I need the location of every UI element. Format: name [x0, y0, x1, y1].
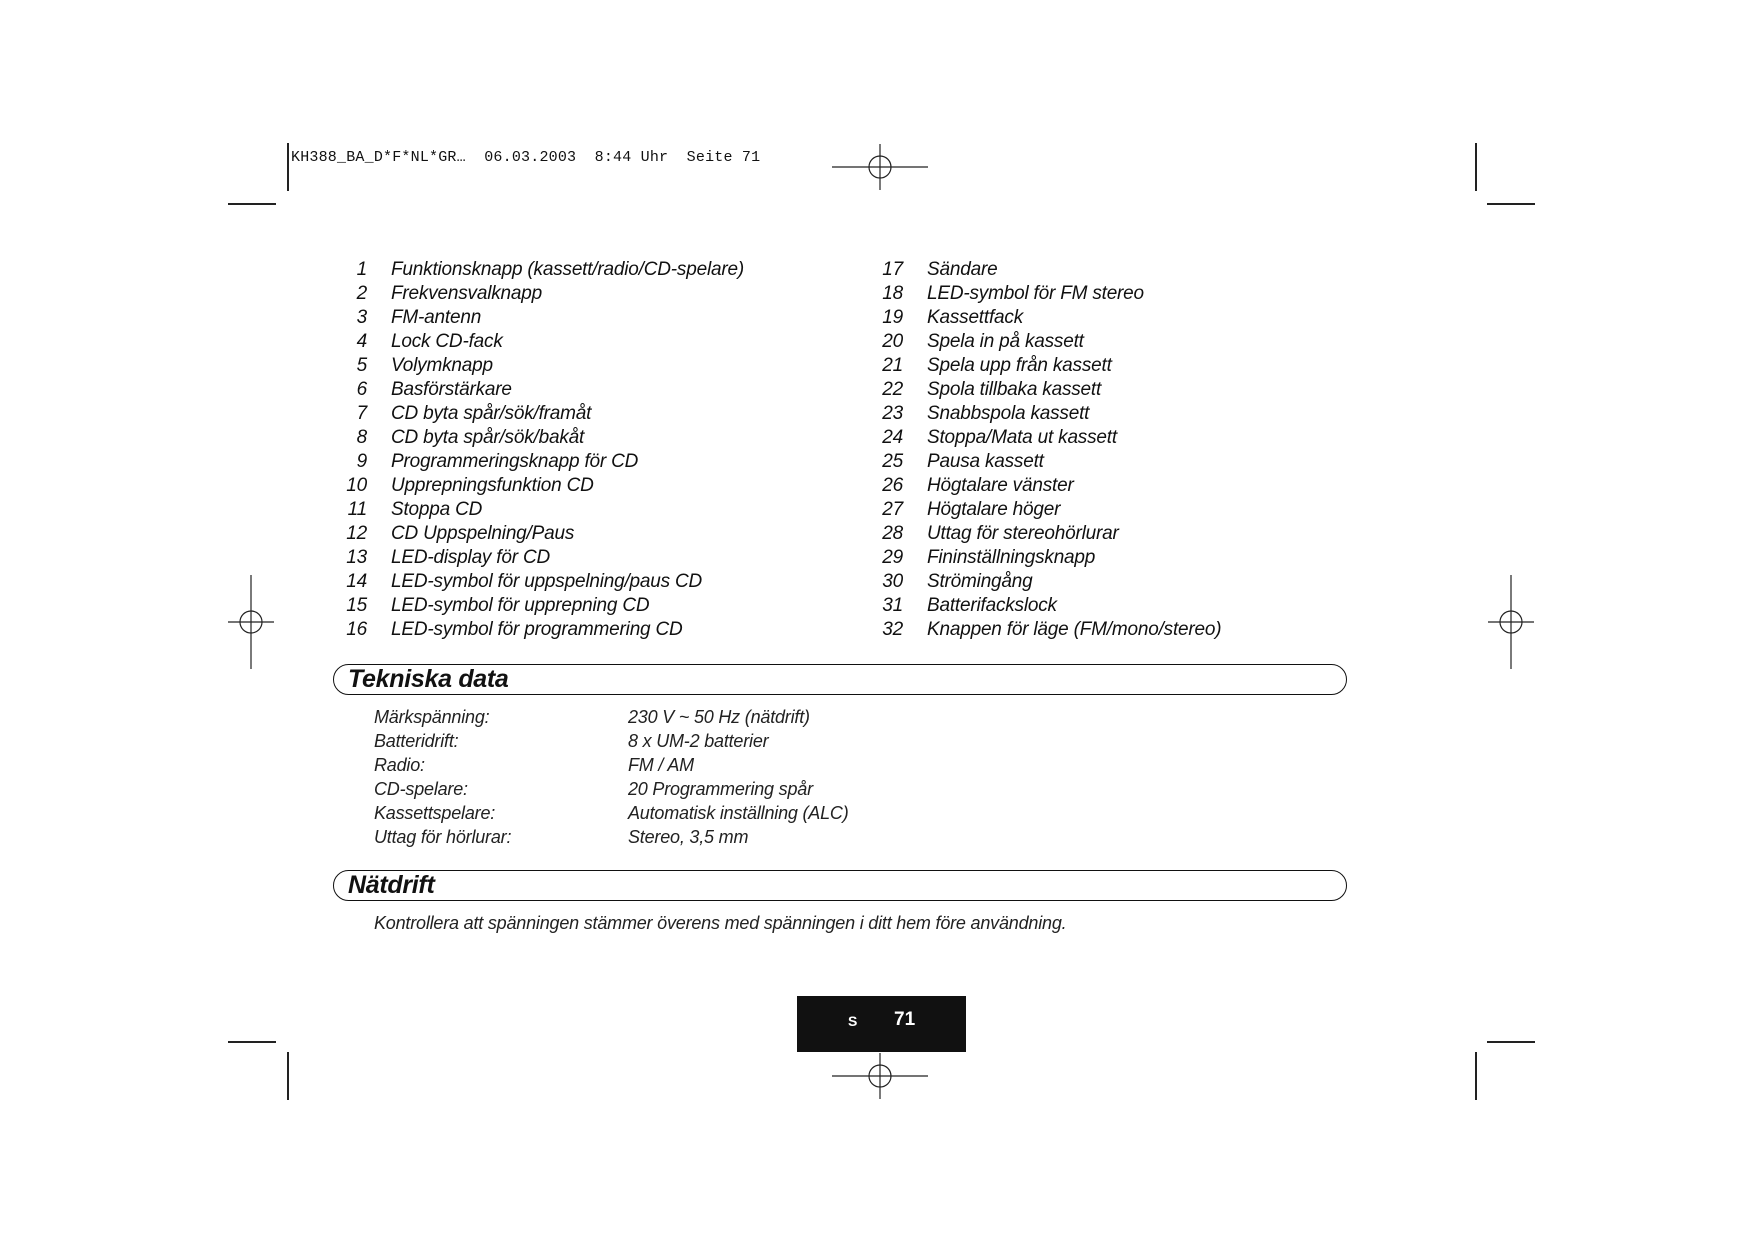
part-label: CD byta spår/sök/framåt: [391, 403, 592, 424]
part-number: 32: [882, 619, 903, 640]
list-item: [330, 594, 850, 618]
list-item: [866, 570, 1386, 594]
list-item: [330, 354, 850, 378]
registration-mark-icon: [830, 1051, 930, 1101]
part-number: 14: [346, 571, 367, 592]
crop-mark: [287, 1052, 289, 1100]
spec-row: [374, 825, 849, 849]
spec-value: Stereo, 3,5 mm: [628, 827, 749, 847]
list-item: [330, 258, 850, 282]
part-label: Stoppa CD: [391, 499, 483, 520]
spec-label: Batteridrift:: [374, 731, 459, 751]
part-number: 5: [356, 355, 367, 376]
parts-list-right: [866, 258, 1386, 642]
part-number: 11: [347, 499, 367, 520]
spec-label: Radio:: [374, 755, 425, 775]
part-label: Spela upp från kassett: [927, 355, 1112, 376]
list-item: [330, 498, 850, 522]
list-item: [330, 546, 850, 570]
crop-mark: [1475, 1052, 1477, 1100]
part-number: 17: [882, 259, 903, 280]
spec-value: FM / AM: [628, 755, 694, 775]
spec-row: [374, 801, 849, 825]
list-item: [866, 474, 1386, 498]
part-number: 31: [882, 595, 903, 616]
part-number: 23: [882, 403, 903, 424]
print-slug: KH388_BA_D*F*NL*GR… 06.03.2003 8:44 Uhr Seite 71: [291, 149, 761, 166]
part-label: Upprepningsfunktion CD: [391, 475, 594, 496]
spec-label: Uttag för hörlurar:: [374, 827, 512, 847]
list-item: [866, 354, 1386, 378]
spec-value: 20 Programmering spår: [628, 779, 813, 799]
spec-label: Kassettspelare:: [374, 803, 496, 823]
list-item: [866, 402, 1386, 426]
mains-header: [333, 870, 1347, 901]
part-label: Frekvensvalknapp: [391, 283, 542, 304]
spec-label: CD-spelare:: [374, 779, 468, 799]
crop-mark: [228, 203, 276, 205]
spec-row: [374, 753, 849, 777]
list-item: [330, 282, 850, 306]
parts-list-left: [330, 258, 850, 642]
part-number: 8: [356, 427, 367, 448]
list-item: [866, 330, 1386, 354]
part-number: 28: [882, 523, 903, 544]
list-item: [330, 618, 850, 642]
language-code: S: [848, 1013, 858, 1029]
crop-mark: [287, 143, 289, 191]
crop-mark: [1487, 203, 1535, 205]
section-title: Nätdrift: [348, 871, 435, 899]
part-label: LED-symbol för uppspelning/paus CD: [391, 571, 703, 592]
mains-text: Kontrollera att spänningen stämmer överens med spänningen i ditt hem före användning.: [374, 913, 1067, 933]
part-label: Högtalare höger: [927, 499, 1061, 520]
list-item: [330, 306, 850, 330]
part-label: Batterifackslock: [927, 595, 1057, 616]
crop-mark: [228, 1041, 276, 1043]
part-number: 12: [346, 523, 367, 544]
part-label: LED-symbol för upprepning CD: [391, 595, 650, 616]
part-label: Basförstärkare: [391, 379, 512, 400]
part-number: 16: [346, 619, 367, 640]
spec-row: [374, 777, 849, 801]
part-number: 30: [882, 571, 903, 592]
part-number: 24: [882, 427, 903, 448]
list-item: [330, 330, 850, 354]
part-number: 13: [346, 547, 367, 568]
part-number: 21: [882, 355, 903, 376]
part-label: LED-display för CD: [391, 547, 551, 568]
list-item: [866, 258, 1386, 282]
part-label: CD byta spår/sök/bakåt: [391, 427, 585, 448]
part-label: Högtalare vänster: [927, 475, 1074, 496]
part-label: Programmeringsknapp för CD: [391, 451, 639, 472]
list-item: [866, 306, 1386, 330]
spec-label: Märkspänning:: [374, 707, 490, 727]
part-label: Spela in på kassett: [927, 331, 1084, 352]
part-number: 1: [356, 259, 367, 280]
part-label: Snabbspola kassett: [927, 403, 1090, 424]
part-number: 18: [882, 283, 903, 304]
registration-mark-icon: [226, 573, 276, 671]
part-label: Volymknapp: [391, 355, 493, 376]
part-number: 20: [882, 331, 903, 352]
list-item: [866, 546, 1386, 570]
part-label: Knappen för läge (FM/mono/stereo): [927, 619, 1222, 640]
part-label: Spola tillbaka kassett: [927, 379, 1102, 400]
list-item: [866, 618, 1386, 642]
spec-value: 8 x UM-2 batterier: [628, 731, 769, 751]
spec-table: [374, 705, 849, 849]
part-label: Pausa kassett: [927, 451, 1044, 472]
part-label: Sändare: [927, 259, 998, 280]
part-label: LED-symbol för FM stereo: [927, 283, 1144, 304]
part-label: Funktionsknapp (kassett/radio/CD-spelare): [391, 259, 744, 280]
list-item: [866, 450, 1386, 474]
part-number: 22: [882, 379, 903, 400]
part-label: Strömingång: [927, 571, 1033, 592]
list-item: [330, 378, 850, 402]
part-label: CD Uppspelning/Paus: [391, 523, 575, 544]
page-number-tab: [797, 996, 966, 1052]
part-label: LED-symbol för programmering CD: [391, 619, 683, 640]
part-number: 9: [356, 451, 367, 472]
part-label: FM-antenn: [391, 307, 482, 328]
part-label: Kassettfack: [927, 307, 1024, 328]
page-number: 71: [894, 1009, 916, 1030]
list-item: [866, 378, 1386, 402]
part-number: 3: [356, 307, 367, 328]
list-item: [330, 402, 850, 426]
spec-row: [374, 705, 849, 729]
list-item: [866, 282, 1386, 306]
part-number: 27: [882, 499, 903, 520]
list-item: [866, 594, 1386, 618]
section-title: Tekniska data: [348, 665, 509, 693]
part-number: 19: [882, 307, 903, 328]
crop-mark: [1487, 1041, 1535, 1043]
list-item: [866, 426, 1386, 450]
list-item: [330, 426, 850, 450]
part-label: Lock CD-fack: [391, 331, 503, 352]
tech-data-header: [333, 664, 1347, 695]
part-number: 2: [356, 283, 367, 304]
part-label: Uttag för stereohörlurar: [927, 523, 1119, 544]
registration-mark-icon: [830, 142, 930, 192]
list-item: [330, 474, 850, 498]
list-item: [866, 498, 1386, 522]
part-number: 25: [882, 451, 903, 472]
spec-value: 230 V ~ 50 Hz (nätdrift): [628, 707, 810, 727]
spec-row: [374, 729, 849, 753]
part-number: 6: [356, 379, 367, 400]
list-item: [330, 522, 850, 546]
part-number: 7: [356, 403, 367, 424]
part-number: 29: [882, 547, 903, 568]
part-number: 26: [882, 475, 903, 496]
list-item: [330, 570, 850, 594]
part-label: Stoppa/Mata ut kassett: [927, 427, 1117, 448]
list-item: [866, 522, 1386, 546]
part-number: 4: [356, 331, 367, 352]
part-label: Fininställningsknapp: [927, 547, 1096, 568]
part-number: 15: [346, 595, 367, 616]
part-number: 10: [346, 475, 367, 496]
list-item: [330, 450, 850, 474]
registration-mark-icon: [1486, 573, 1536, 671]
crop-mark: [1475, 143, 1477, 191]
spec-value: Automatisk inställning (ALC): [628, 803, 849, 823]
